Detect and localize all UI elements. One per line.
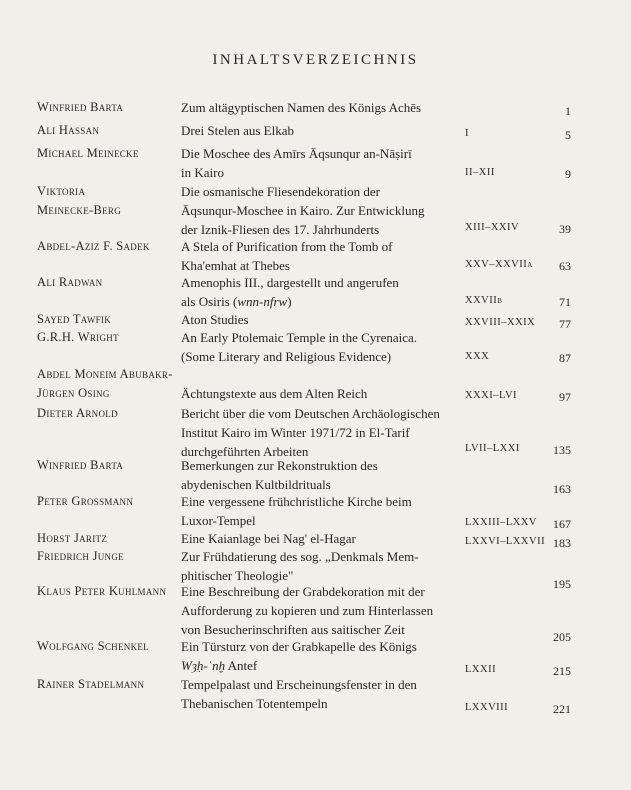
title-line: Bemerkungen zur Rekonstruktion des	[181, 458, 378, 473]
title-line: Eine vergessene frühchristliche Kirche beim	[181, 494, 412, 509]
entry-page-number: 63	[559, 259, 571, 273]
entry-page-number: 135	[553, 443, 571, 457]
entry-plates: XXV–XXVIIa	[465, 259, 533, 270]
author-line: Klaus Peter Kuhlmann	[37, 584, 167, 598]
title-line: durchgeführten Arbeiten	[181, 444, 309, 459]
title-line: Drei Stelen aus Elkab	[181, 123, 294, 138]
entry-title	[181, 456, 463, 494]
title-line: (Some Literary and Religious Evidence)	[181, 349, 392, 364]
entry-author	[37, 529, 187, 548]
entry-title	[181, 144, 463, 182]
author-line: Abdel Moneim Abubakr-	[37, 367, 173, 381]
author-line: Wolfgang Schenkel	[37, 639, 149, 653]
entry-page-number: 87	[559, 351, 571, 365]
entry-author	[37, 582, 187, 601]
entry-title	[181, 98, 463, 117]
title-line: von Besucherinschriften aus saitischer Zeit	[181, 622, 405, 637]
title-line: Tempelpalast und Erscheinungsfenster in den	[181, 677, 417, 692]
entry-title	[181, 310, 463, 329]
title-line: Ein Türsturz von der Grabkapelle des Königs	[181, 639, 417, 654]
entry-title	[181, 492, 463, 530]
entry-author	[37, 144, 187, 163]
entry-author	[37, 121, 187, 140]
entry-author	[37, 237, 187, 256]
entry-author	[37, 547, 187, 566]
title-line: als Osiris (wnn-nfrw)	[181, 294, 292, 309]
author-line: Peter Grossmann	[37, 494, 134, 508]
author-line: Sayed Tawfik	[37, 312, 112, 326]
title-line: Zur Frühdatierung des sog. „Denkmals Mem-	[181, 549, 419, 564]
entry-page-number: 167	[553, 517, 571, 531]
entry-page-number: 195	[553, 577, 571, 591]
author-line: Ali Hassan	[37, 123, 100, 137]
entry-page-number: 215	[553, 664, 571, 678]
title-line: Die osmanische Fliesendekoration der	[181, 184, 380, 199]
author-line: Abdel-Aziz F. Sadek	[37, 239, 150, 253]
author-line: Viktoria	[37, 184, 86, 198]
title-line: A Stela of Purification from the Tomb of	[181, 239, 393, 254]
entry-title	[181, 637, 463, 675]
title-line: der Iznik-Fliesen des 17. Jahrhunderts	[181, 222, 380, 237]
entry-title	[181, 273, 463, 311]
entry-author	[37, 675, 187, 694]
entry-page-number: 221	[553, 702, 571, 716]
author-line: Ali Radwan	[37, 275, 103, 289]
title-line: Thebanischen Totentempeln	[181, 696, 328, 711]
title-line: phitischer Theologie"	[181, 568, 294, 583]
entry-page-number: 1	[565, 104, 571, 118]
author-line: Winfried Barta	[37, 100, 124, 114]
author-line: Jürgen Osing	[37, 386, 110, 400]
entry-page-number: 205	[553, 630, 571, 644]
author-line: Horst Jaritz	[37, 531, 108, 545]
title-line: abydenischen Kultbildrituals	[181, 477, 331, 492]
title-line: Die Moschee des Amīrs Āqsunqur an-Nāṣirī	[181, 146, 412, 161]
entry-page-number: 183	[553, 536, 571, 550]
entry-author	[37, 98, 187, 117]
entry-title	[181, 328, 463, 366]
entry-page-number: 39	[559, 222, 571, 236]
entry-page-number: 71	[559, 295, 571, 309]
author-line: Meinecke-Berg	[37, 203, 122, 217]
title-line: Amenophis III., dargestellt und angerufen	[181, 275, 399, 290]
title-line: Wȝḥ-ʿnḫ Antef	[181, 658, 258, 673]
title-line: Bericht über die vom Deutschen Archäologischen	[181, 406, 440, 421]
entry-plates: LXXVIII	[465, 702, 509, 713]
entry-author	[37, 365, 187, 403]
author-line: Winfried Barta	[37, 458, 124, 472]
entry-title	[181, 529, 463, 548]
entry-plates: LXXIII–LXXV	[465, 517, 537, 528]
entry-plates: LXXII	[465, 664, 497, 675]
author-line: Michael Meinecke	[37, 146, 139, 160]
entry-title	[181, 365, 463, 403]
entry-plates: I	[465, 128, 469, 139]
entry-author	[37, 182, 187, 220]
entry-author	[37, 492, 187, 511]
entry-title	[181, 404, 463, 461]
entry-author	[37, 273, 187, 292]
title-line: Eine Beschreibung der Grabdekoration mit der	[181, 584, 425, 599]
entry-page-number: 77	[559, 317, 571, 331]
title-line: Aufforderung zu kopieren und zum Hinterlassen	[181, 603, 434, 618]
entry-title	[181, 237, 463, 275]
entry-title	[181, 182, 463, 239]
author-line: Friedrich Junge	[37, 549, 124, 563]
entry-page-number: 97	[559, 390, 571, 404]
entry-author	[37, 637, 187, 656]
entry-page-number: 163	[553, 482, 571, 496]
title-line: Āqsunqur-Moschee in Kairo. Zur Entwicklung	[181, 203, 425, 218]
entry-author	[37, 310, 187, 329]
entry-plates: XXVIII–XXIX	[465, 317, 536, 328]
author-line: G.R.H. Wright	[37, 330, 119, 344]
author-line: Dieter Arnold	[37, 406, 118, 420]
title-line: An Early Ptolemaic Temple in the Cyrenaica.	[181, 330, 418, 345]
entry-plates: XXVIIb	[465, 295, 503, 306]
title-line	[181, 365, 463, 384]
title-line: Zum altägyptischen Namen des Königs Achēs	[181, 100, 422, 115]
entry-author	[37, 456, 187, 475]
title-line: Eine Kaianlage bei Nag' el-Hagar	[181, 531, 356, 546]
entry-plates: XIII–XXIV	[465, 222, 520, 233]
title-line: Institut Kairo im Winter 1971/72 in El-Tarif	[181, 425, 410, 440]
title-line: Luxor-Tempel	[181, 513, 256, 528]
author-line: Rainer Stadelmann	[37, 677, 145, 691]
title-line: Kha'emhat at Thebes	[181, 258, 290, 273]
entry-title	[181, 547, 463, 585]
entry-plates: XXXI–LVI	[465, 390, 518, 401]
title-line: Aton Studies	[181, 312, 249, 327]
entry-title	[181, 121, 463, 140]
title-line: in Kairo	[181, 165, 224, 180]
entry-title	[181, 675, 463, 713]
entry-plates: II–XII	[465, 167, 495, 178]
entry-plates: LXXVI–LXXVII	[465, 536, 546, 547]
entry-page-number: 9	[565, 167, 571, 181]
entry-title	[181, 582, 463, 639]
entry-author	[37, 404, 187, 423]
entry-author	[37, 328, 187, 347]
page-title: INHALTSVERZEICHNIS	[212, 52, 419, 68]
entry-plates: LVII–LXXI	[465, 443, 520, 454]
entry-page-number: 5	[565, 128, 571, 142]
title-line: Ächtungstexte aus dem Alten Reich	[181, 386, 368, 401]
entry-plates: XXX	[465, 351, 490, 362]
